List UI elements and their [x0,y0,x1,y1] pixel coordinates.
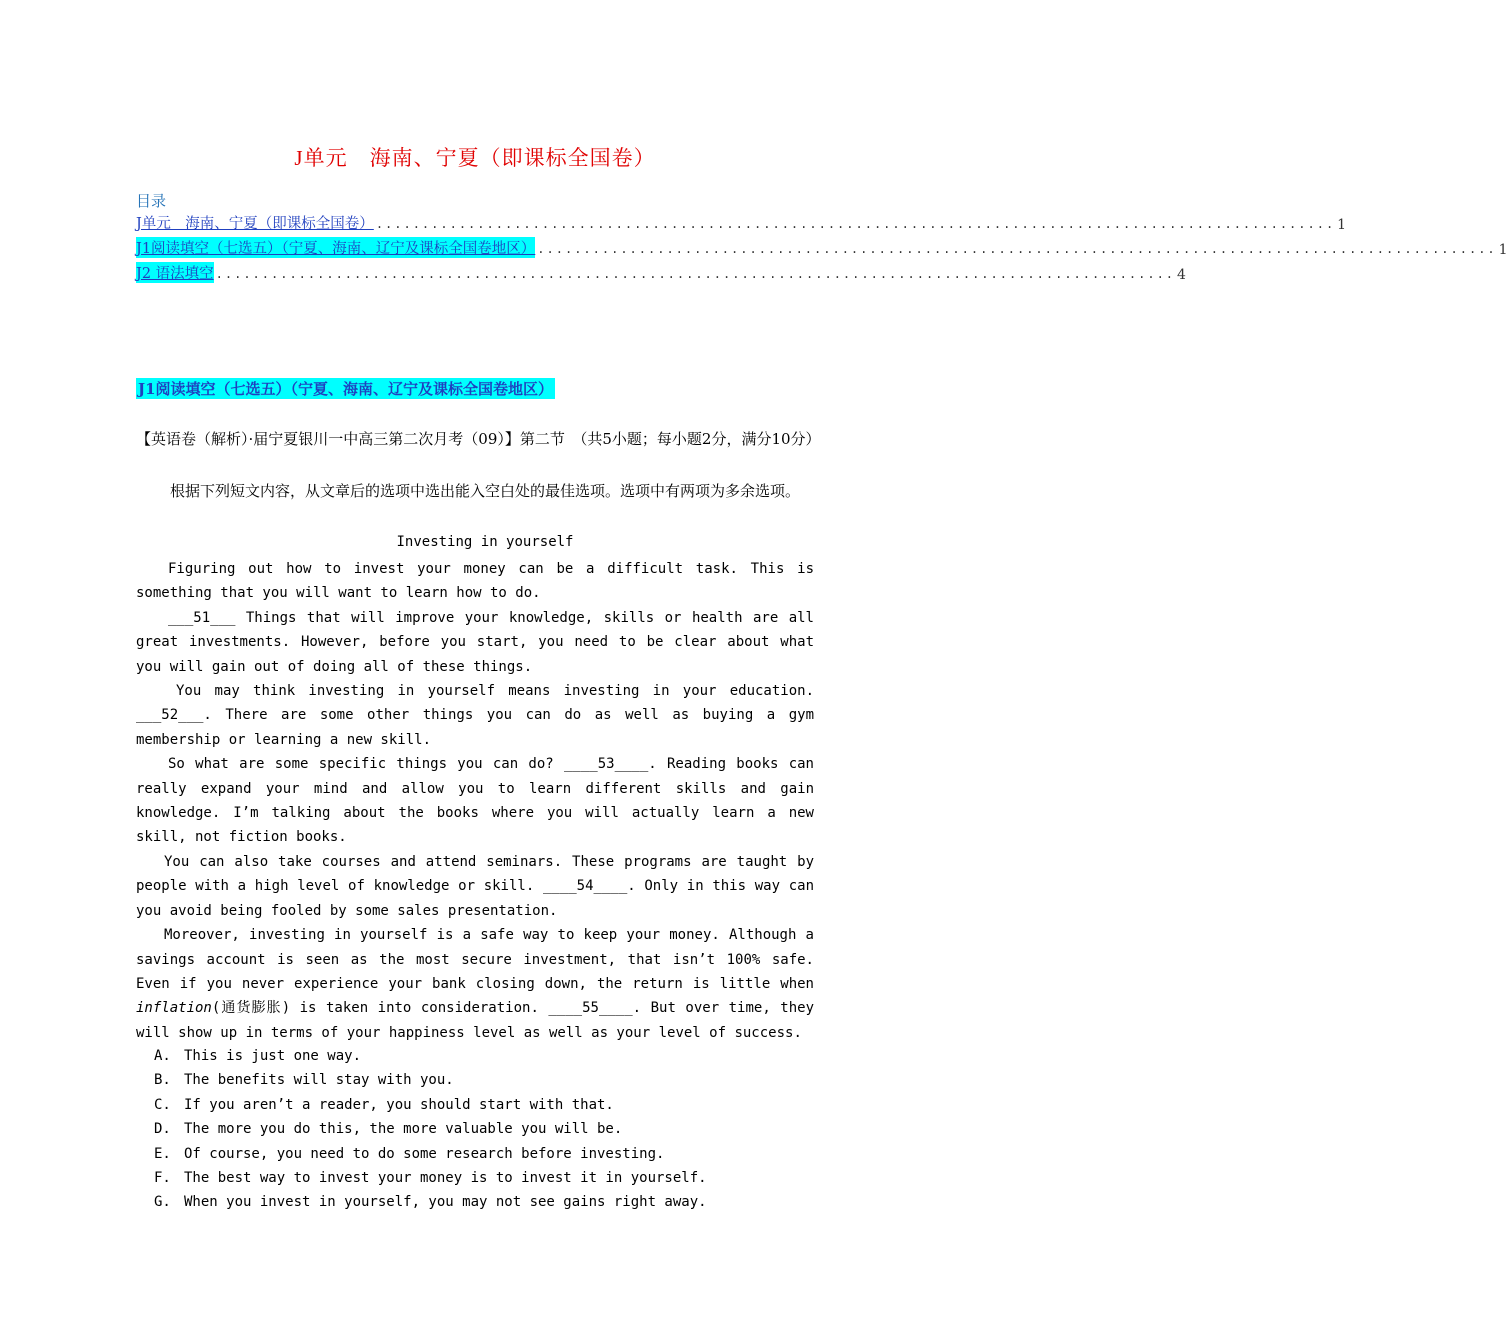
option-item [154,1117,814,1141]
toc-entry-label[interactable]: J2 语法填空 [136,262,214,283]
article-body [136,557,814,1045]
toc-entry-page: 1 [1337,217,1347,233]
italic-term: inflation [136,1000,212,1017]
option-item [154,1166,814,1190]
option-letter: E. [154,1145,171,1162]
article-paragraph: ___51___ Things that will improve your knowledge, skills or health are all great investments. However, before you start, you need to be clear about what you will gain out of doing all of these things. [136,609,814,675]
option-letter: A. [154,1048,171,1064]
option-letter: F. [154,1170,171,1187]
toc-entry[interactable] [136,211,1347,233]
toc-entry-page: 4 [1177,267,1186,283]
option-item [154,1142,814,1166]
option-text: The more you do this, the more valuable you will be. [184,1121,623,1138]
section-heading: J1阅读填空（七选五）（宁夏、海南、辽宁及课标全国卷地区） [138,380,554,398]
question-source: 【英语卷（解析）·届宁夏银川一中高三第二次月考（09）】第二节 （共5小题；每小题2分，满分10分） [136,430,821,448]
paragraph-text: (通货膨胀) is taken into consideration. ____55____. But over time, they will show up in terms of your happiness level as well as your level of success. [136,1000,814,1041]
toc-entry[interactable] [136,261,1186,283]
toc-entry-label[interactable]: J1阅读填空（七选五）（宁夏、海南、辽宁及课标全国卷地区） [136,237,535,258]
article-paragraph: You can also take courses and attend seminars. These programs are taught by people with a high level of knowledge or skill. ____54____. Only in this way can you avoid being fooled by some sales presentation. [136,853,814,919]
option-letter: B. [154,1072,171,1089]
option-letter: C. [154,1096,171,1113]
option-item [154,1068,814,1092]
toc-entry-label[interactable]: J单元 海南、宁夏（即课标全国卷） [136,216,374,232]
option-letter: G. [154,1194,171,1211]
article-paragraph [136,923,814,1045]
option-text: The benefits will stay with you. [184,1072,454,1089]
option-text: This is just one way. [184,1048,362,1064]
option-text: The best way to invest your money is to invest it in yourself. [184,1170,707,1187]
toc-leader-dots: ........................................................................................................ [375,217,1336,231]
option-item [154,1093,814,1117]
option-letter: D. [154,1121,171,1138]
toc-entry-page: 1 [1498,242,1508,258]
toc-heading: 目录 [136,192,167,210]
option-text: When you invest in yourself, you may not see gains right away. [184,1194,707,1211]
option-text: If you aren’t a reader, you should start with that. [184,1096,614,1113]
toc-leader-dots: ........................................................................................................ [215,267,1176,281]
document-title: J单元 海南、宁夏（即课标全国卷） [294,146,656,170]
toc-entry[interactable] [136,236,1508,258]
article-paragraph: So what are some specific things you can do? ____53____. Reading books can really expand your mind and allow you to learn different skills and gain knowledge. I’m talking about the books where you will actually learn a new skill, not fiction books. [136,756,814,846]
article-paragraph: Figuring out how to invest your money can be a difficult task. This is something that you will want to learn how to do. [136,561,814,602]
option-text: Of course, you need to do some research before investing. [184,1145,665,1162]
paragraph-text: Moreover, investing in yourself is a safe way to keep your money. Although a savings account is seen as the most secure investment, that isn’t 100% safe. Even if you never experience your bank closing down, the return is little when [136,927,814,992]
answer-options [154,1044,814,1215]
option-item [154,1190,814,1214]
option-item [154,1044,814,1068]
toc-leader-dots: ........................................................................................................ [537,242,1497,256]
article-title: Investing in yourself [396,534,574,550]
article-paragraph: You may think investing in yourself means investing in your education. ___52___. There are some other things you can do as well as buying a gym membership or learning a new skill. [136,683,814,748]
question-instruction: 根据下列短文内容，从文章后的选项中选出能入空白处的最佳选项。选项中有两项为多余选项。 [170,482,801,500]
